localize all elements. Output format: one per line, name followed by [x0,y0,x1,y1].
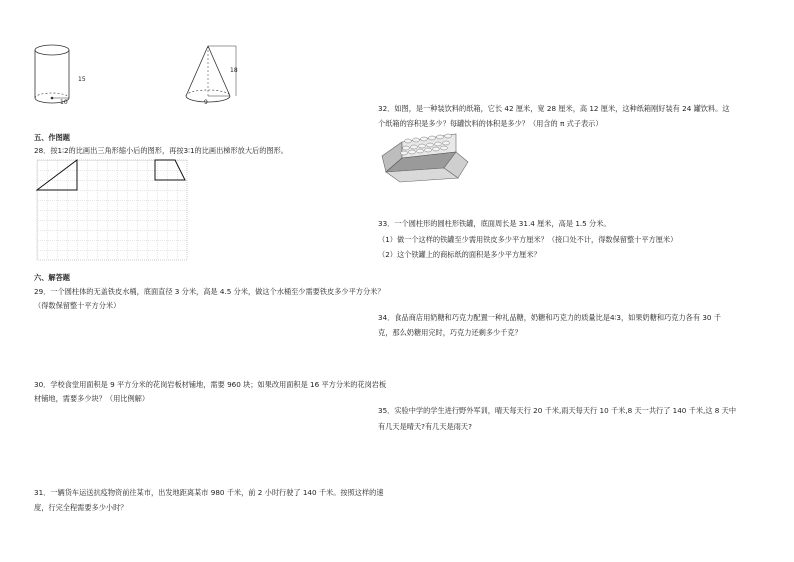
beverage-box-image [380,128,472,184]
question-31-line2: 度，行完全程需要多少小时？ [34,503,128,512]
question-30-line1: 30．学校食堂用面积是 9 平方分米的花岗岩板材铺地，需要 960 块；如果改用面积是 16 平方分米的花岗岩板 [34,380,387,389]
cylinder-radius-label: 10 [60,99,68,106]
cone-height-label: 18 [230,67,238,74]
question-33-line3: （2）这个铁罐上的商标纸的面积是多少平方厘米？ [378,250,541,259]
question-31-line1: 31．一辆货车运送抗疫物资前往某市，出发地距离某市 980 千米，前 2 小时行驶了 140 千米。按照这样的速 [34,488,384,497]
section-six-title: 六、解答题 [34,273,70,282]
question-28: 28．按1∶2的比画出三角形缩小后的图形，再按3∶1的比画出梯形放大后的图形。 [34,146,288,155]
cone-radius-label: 9 [204,99,208,106]
question-35-line1: 35．实验中学的学生进行野外军训，晴天每天行 20 千米,雨天每天行 10 千米,8 天一共行了 140 千米,这 8 天中 [378,406,737,415]
question-29-line2: （得数保留整十平方分米） [34,301,121,310]
question-32-line2: 个纸箱的容积是多少？每罐饮料的体积是多少？（用含的 π 式子表示） [378,119,603,128]
question-34-line2: 克，那么奶糖用完时，巧克力还剩多少千克？ [378,328,522,337]
question-32-line1: 32．如图，是一种装饮料的纸箱，它长 42 厘米，宽 28 厘米，高 12 厘米，这种纸箱刚好装有 24 罐饮料。这 [378,104,730,113]
cylinder-height-label: 15 [78,76,86,83]
question-33-line2: （1）做一个这样的铁罐至少需用铁皮多少平方厘米？（接口处不计，得数保留整十平方厘米） [378,235,678,244]
drawing-grid [37,160,189,262]
question-34-line1: 34．食品商店用奶糖和巧克力配置一种礼品糖，奶糖和巧克力的质量比是4∶3，如果奶糖和巧克力各有 30 千 [378,313,721,322]
question-29-line1: 29．一个圆柱体的无盖铁皮水桶，底面直径 3 分米，高是 4.5 分米，做这个水桶至少需要铁皮多少平方分米？ [34,287,385,296]
question-35-line2: 有几天是晴天?有几天是雨天? [378,422,472,431]
section-five-title: 五、作图题 [34,133,70,142]
question-30-line2: 材铺地，需要多少块？（用比例解） [34,394,150,403]
question-33-line1: 33．一个圆柱形的圆柱形铁罐，底面周长是 31.4 厘米，高是 1.5 分米。 [378,219,611,228]
cylinder-figure [28,40,88,106]
